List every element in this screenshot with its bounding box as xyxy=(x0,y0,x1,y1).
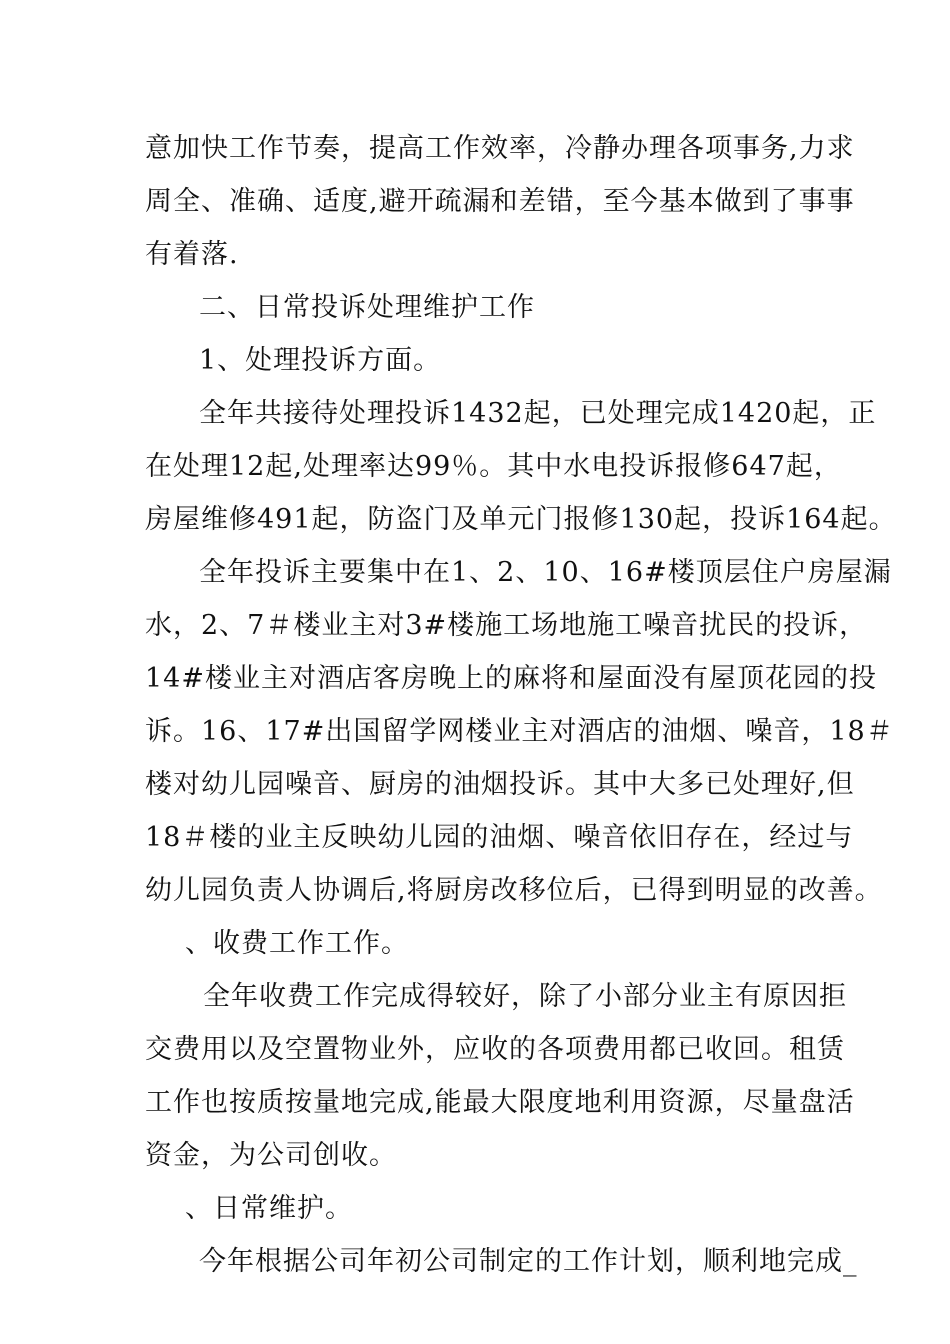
subsection-heading: 1、处理投诉方面。 xyxy=(199,345,442,376)
paragraph-line: 全年共接待处理投诉1432起，已处理完成1420起，正 xyxy=(199,398,877,429)
subsection-heading: 、收费工作工作。 xyxy=(185,928,409,959)
document-body xyxy=(145,126,897,1292)
paragraph-line: 在处理12起,处理率达99％。其中水电投诉报修647起， xyxy=(145,451,842,482)
paragraph-line: 周全、准确、适度,避开疏漏和差错，至今基本做到了事事 xyxy=(145,186,855,217)
paragraph-line: 诉。16、17#出国留学网楼业主对酒店的油烟、噪音，18＃ xyxy=(145,716,894,747)
paragraph-line: 14#楼业主对酒店客房晚上的麻将和屋面没有屋顶花园的投 xyxy=(145,663,877,694)
paragraph-line: 全年收费工作完成得较好，除了小部分业主有原因拒 xyxy=(203,981,847,1012)
paragraph-line: 房屋维修491起，防盗门及单元门报修130起，投诉164起。 xyxy=(145,504,897,535)
paragraph-line: 楼对幼儿园噪音、厨房的油烟投诉。其中大多已处理好,但 xyxy=(145,769,855,800)
paragraph-line: 水，2、7＃楼业主对3#楼施工场地施工噪音扰民的投诉， xyxy=(145,610,868,641)
paragraph-line: 工作也按质按量地完成,能最大限度地利用资源，尽量盘活 xyxy=(145,1087,855,1118)
section-heading: 二、日常投诉处理维护工作 xyxy=(199,292,535,323)
paragraph-line: 今年根据公司年初公司制定的工作计划，顺利地完成_ xyxy=(199,1246,858,1277)
subsection-heading: 、日常维护。 xyxy=(185,1193,353,1224)
paragraph-line: 18＃楼的业主反映幼儿园的油烟、噪音依旧存在，经过与 xyxy=(145,822,854,853)
paragraph-line: 有着落. xyxy=(145,239,239,270)
paragraph-line: 意加快工作节奏，提高工作效率，冷静办理各项事务,力求 xyxy=(145,133,855,164)
paragraph-line: 幼儿园负责人协调后,将厨房改移位后，已得到明显的改善。 xyxy=(145,875,883,906)
paragraph-line: 资金，为公司创收。 xyxy=(145,1140,397,1171)
paragraph-line: 交费用以及空置物业外，应收的各项费用都已收回。租赁 xyxy=(145,1034,845,1065)
paragraph-line: 全年投诉主要集中在1、2、10、16#楼顶层住户房屋漏 xyxy=(199,557,892,588)
